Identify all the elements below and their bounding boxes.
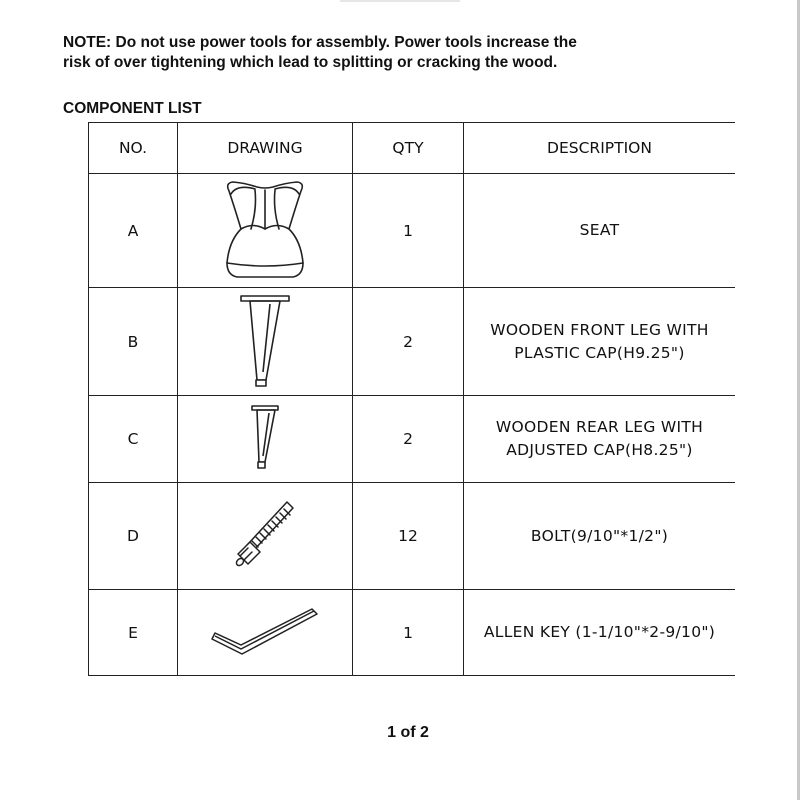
cell-drawing	[178, 288, 353, 396]
front-leg-icon	[235, 294, 295, 390]
cell-drawing	[178, 396, 353, 483]
cell-no: A	[89, 174, 178, 288]
component-list-title: COMPONENT LIST	[63, 100, 202, 117]
header-description: DESCRIPTION	[464, 123, 736, 174]
table-row	[89, 288, 736, 396]
description-text: WOODEN FRONT LEG WITH PLASTIC CAP(H9.25")	[490, 320, 709, 362]
header-qty: QTY	[353, 123, 464, 174]
top-edge-mark	[340, 0, 460, 2]
description-text: SEAT	[579, 221, 620, 239]
description-text: BOLT(9/10"*1/2")	[530, 526, 669, 545]
table-row	[89, 483, 736, 590]
cell-qty: 12	[353, 483, 464, 590]
cell-no: C	[89, 396, 178, 483]
component-table	[88, 122, 735, 676]
table-row	[89, 396, 736, 483]
cell-qty: 2	[353, 396, 464, 483]
description-text: ALLEN KEY (1-1/10"*2-9/10")	[483, 623, 716, 641]
note-line-1: NOTE: Do not use power tools for assembly. Power tools increase the	[63, 34, 577, 51]
cell-drawing	[178, 590, 353, 676]
cell-description	[464, 174, 736, 288]
description-text: WOODEN REAR LEG WITH ADJUSTED CAP(H8.25")	[495, 418, 704, 459]
bolt-icon	[230, 498, 300, 574]
cell-description	[464, 483, 736, 590]
allen-key-icon	[209, 605, 321, 661]
cell-description	[464, 288, 736, 396]
cell-no: D	[89, 483, 178, 590]
cell-drawing	[178, 483, 353, 590]
cell-qty: 1	[353, 174, 464, 288]
header-row	[89, 123, 736, 174]
cell-qty: 1	[353, 590, 464, 676]
cell-no: E	[89, 590, 178, 676]
assembly-note	[63, 33, 763, 73]
table-row	[89, 174, 736, 288]
note-line-2: risk of over tightening which lead to splitting or cracking the wood.	[63, 54, 558, 71]
header-drawing: DRAWING	[178, 123, 353, 174]
chair-seat-icon	[215, 179, 315, 283]
rear-leg-icon	[245, 404, 285, 474]
table-row	[89, 590, 736, 676]
cell-drawing	[178, 174, 353, 288]
cell-description	[464, 590, 736, 676]
cell-no: B	[89, 288, 178, 396]
page-number: 1 of 2	[387, 724, 429, 741]
cell-description	[464, 396, 736, 483]
header-no: NO.	[89, 123, 178, 174]
cell-qty: 2	[353, 288, 464, 396]
